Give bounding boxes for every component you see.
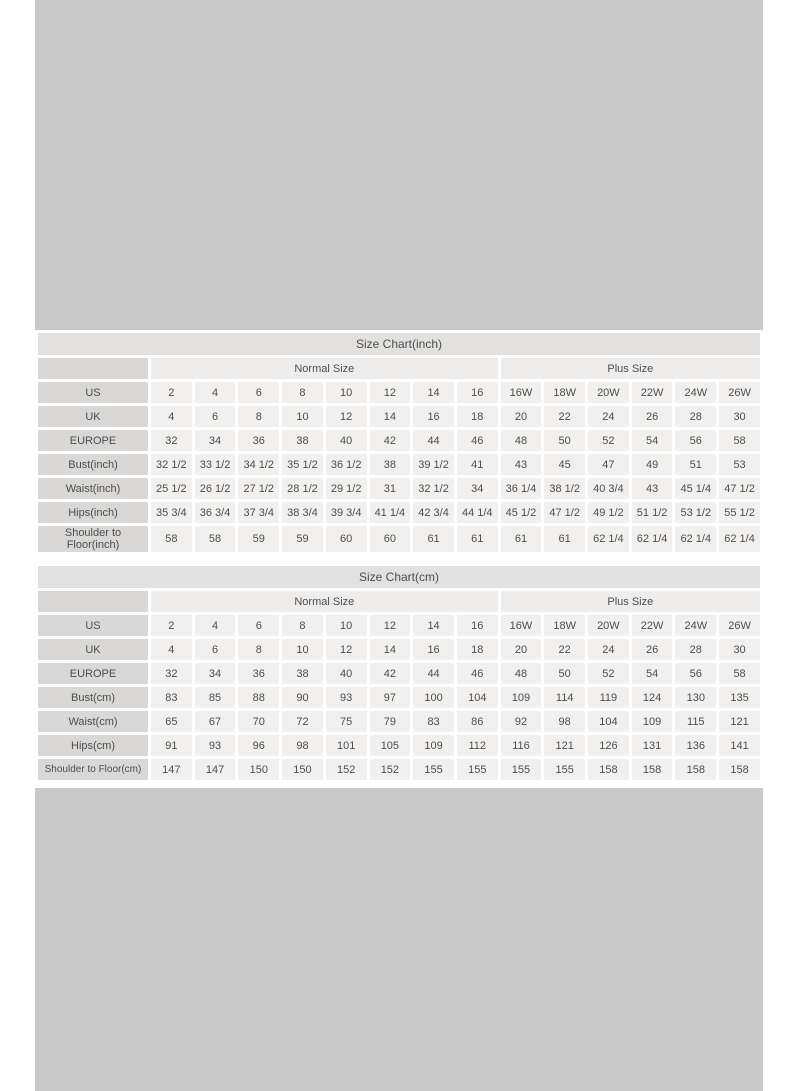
table-row [38, 430, 760, 451]
table-cell: 18 [457, 639, 498, 660]
table-cell: 47 [588, 454, 629, 475]
table-row [38, 663, 760, 684]
table-cell: 16W [501, 382, 542, 403]
table-cell: 42 [370, 430, 411, 451]
table-cell: 16 [413, 639, 454, 660]
table-cell: 60 [326, 526, 367, 552]
table-cell: 34 1/2 [238, 454, 279, 475]
table-cell: 44 [413, 430, 454, 451]
table-cell: 147 [151, 759, 192, 780]
table-cell: 115 [675, 711, 716, 732]
table-cell: 4 [151, 639, 192, 660]
table-row [38, 502, 760, 523]
column-group-row [38, 358, 760, 379]
table-cell: 158 [588, 759, 629, 780]
table-cell: 45 1/4 [675, 478, 716, 499]
table-cell: 36 [238, 663, 279, 684]
table-cell: 61 [413, 526, 454, 552]
table-cell: 24W [675, 615, 716, 636]
table-cell: 8 [282, 615, 323, 636]
column-group-header: Normal Size [151, 358, 498, 379]
column-group-row [38, 591, 760, 612]
table-cell: 20 [501, 639, 542, 660]
table-cell: 54 [632, 430, 673, 451]
table-cell: 49 [632, 454, 673, 475]
table-cell: 34 [195, 663, 236, 684]
table-cell: 61 [457, 526, 498, 552]
table-cell: 92 [501, 711, 542, 732]
row-label: US [38, 382, 148, 403]
table-cell: 104 [588, 711, 629, 732]
table-cell: 109 [413, 735, 454, 756]
table-cell: 152 [326, 759, 367, 780]
table-cell: 45 [544, 454, 585, 475]
table-cell: 155 [544, 759, 585, 780]
table-cell: 58 [719, 430, 760, 451]
table-cell: 44 1/4 [457, 502, 498, 523]
table-cell: 4 [195, 615, 236, 636]
table-cell: 29 1/2 [326, 478, 367, 499]
table-cell: 116 [501, 735, 542, 756]
table-cell: 72 [282, 711, 323, 732]
table-cell: 32 [151, 430, 192, 451]
table-cell: 24 [588, 406, 629, 427]
table-cell: 37 3/4 [238, 502, 279, 523]
table-cell: 22W [632, 382, 673, 403]
table-cell: 12 [370, 382, 411, 403]
row-label: UK [38, 639, 148, 660]
table-cell: 79 [370, 711, 411, 732]
table-cell: 26W [719, 382, 760, 403]
table-cell: 83 [413, 711, 454, 732]
table-cell: 96 [238, 735, 279, 756]
table-cell: 26 [632, 639, 673, 660]
table-cell: 52 [588, 430, 629, 451]
table-cell: 158 [719, 759, 760, 780]
table-cell: 14 [413, 382, 454, 403]
table-cell: 10 [282, 406, 323, 427]
table-cell: 155 [413, 759, 454, 780]
table-cell: 39 3/4 [326, 502, 367, 523]
table-cell: 18W [544, 615, 585, 636]
table-cell: 61 [501, 526, 542, 552]
table-cell: 6 [238, 382, 279, 403]
table-cell: 109 [632, 711, 673, 732]
table-cell: 90 [282, 687, 323, 708]
table-cell: 52 [588, 663, 629, 684]
row-label: US [38, 615, 148, 636]
table-cell: 43 [632, 478, 673, 499]
table-cell: 98 [282, 735, 323, 756]
table-cell: 58 [195, 526, 236, 552]
row-label: Bust(inch) [38, 454, 148, 475]
table-cell: 155 [457, 759, 498, 780]
table-cell: 18 [457, 406, 498, 427]
table-row [38, 454, 760, 475]
table-cell: 32 1/2 [413, 478, 454, 499]
image-placeholder-bottom [35, 788, 763, 1091]
table-cell: 48 [501, 430, 542, 451]
table-cell: 121 [544, 735, 585, 756]
row-label: UK [38, 406, 148, 427]
table-cell: 50 [544, 430, 585, 451]
table-cell: 55 1/2 [719, 502, 760, 523]
row-label: Shoulder to Floor(inch) [38, 526, 148, 552]
table-cell: 26 1/2 [195, 478, 236, 499]
table-cell: 131 [632, 735, 673, 756]
table-cell: 130 [675, 687, 716, 708]
table-cell: 59 [238, 526, 279, 552]
table-cell: 91 [151, 735, 192, 756]
table-cell: 14 [370, 406, 411, 427]
table-cell: 46 [457, 430, 498, 451]
table-cell: 49 1/2 [588, 502, 629, 523]
table-cell: 43 [501, 454, 542, 475]
table-cell: 18W [544, 382, 585, 403]
table-cell: 62 1/4 [719, 526, 760, 552]
table-cell: 56 [675, 430, 716, 451]
table-cell: 6 [238, 615, 279, 636]
table-cell: 4 [195, 382, 236, 403]
table-cell: 38 [282, 663, 323, 684]
table-cell: 28 [675, 639, 716, 660]
table-cell: 12 [326, 639, 367, 660]
table-cell: 150 [238, 759, 279, 780]
table-cell: 67 [195, 711, 236, 732]
size-chart-cm-table [35, 563, 763, 783]
table-cell: 6 [195, 406, 236, 427]
table-cell: 53 1/2 [675, 502, 716, 523]
table-cell: 32 [151, 663, 192, 684]
table-cell: 51 [675, 454, 716, 475]
table-cell: 105 [370, 735, 411, 756]
table-cell: 12 [370, 615, 411, 636]
table-cell: 35 3/4 [151, 502, 192, 523]
table-row [38, 639, 760, 660]
table-cell: 121 [719, 711, 760, 732]
table-cell: 8 [282, 382, 323, 403]
table-cell: 61 [544, 526, 585, 552]
table-cell: 33 1/2 [195, 454, 236, 475]
column-group-header: Plus Size [501, 591, 760, 612]
table-cell: 58 [151, 526, 192, 552]
row-label: EUROPE [38, 430, 148, 451]
table-cell: 38 3/4 [282, 502, 323, 523]
table-cell: 41 1/4 [370, 502, 411, 523]
table-cell: 109 [501, 687, 542, 708]
table-cell: 38 1/2 [544, 478, 585, 499]
table-cell: 135 [719, 687, 760, 708]
table-cell: 45 1/2 [501, 502, 542, 523]
table-cell: 83 [151, 687, 192, 708]
table-cell: 36 1/4 [501, 478, 542, 499]
column-group-header: Normal Size [151, 591, 498, 612]
table-cell: 150 [282, 759, 323, 780]
table-row [38, 478, 760, 499]
table-cell: 104 [457, 687, 498, 708]
table-cell: 40 3/4 [588, 478, 629, 499]
table-cell: 16 [457, 382, 498, 403]
table-cell: 26W [719, 615, 760, 636]
table-cell: 24W [675, 382, 716, 403]
column-group-header: Plus Size [501, 358, 760, 379]
table-cell: 27 1/2 [238, 478, 279, 499]
table-row [38, 711, 760, 732]
table-cell: 25 1/2 [151, 478, 192, 499]
table-cell: 35 1/2 [282, 454, 323, 475]
table-cell: 48 [501, 663, 542, 684]
table-cell: 6 [195, 639, 236, 660]
table-row [38, 526, 760, 552]
table-cell: 46 [457, 663, 498, 684]
table-cell: 28 1/2 [282, 478, 323, 499]
table-cell: 93 [326, 687, 367, 708]
table-cell: 62 1/4 [588, 526, 629, 552]
table-cell: 53 [719, 454, 760, 475]
row-label: Hips(cm) [38, 735, 148, 756]
table-cell: 51 1/2 [632, 502, 673, 523]
table-row [38, 687, 760, 708]
row-label: Waist(cm) [38, 711, 148, 732]
table-cell: 20W [588, 382, 629, 403]
row-label: EUROPE [38, 663, 148, 684]
table-cell: 119 [588, 687, 629, 708]
table-cell: 22W [632, 615, 673, 636]
table-cell: 10 [282, 639, 323, 660]
table-cell: 86 [457, 711, 498, 732]
table-cell: 100 [413, 687, 454, 708]
size-chart-inch-table [35, 330, 763, 555]
table-cell: 20W [588, 615, 629, 636]
table-cell: 10 [326, 382, 367, 403]
table-cell: 34 [195, 430, 236, 451]
row-label: Hips(inch) [38, 502, 148, 523]
table-cell: 93 [195, 735, 236, 756]
table-cell: 41 [457, 454, 498, 475]
table-cell: 24 [588, 639, 629, 660]
table-cell: 141 [719, 735, 760, 756]
table-cell: 2 [151, 615, 192, 636]
table-cell: 12 [326, 406, 367, 427]
table-cell: 32 1/2 [151, 454, 192, 475]
table-row [38, 759, 760, 780]
table-cell: 39 1/2 [413, 454, 454, 475]
table-cell: 40 [326, 430, 367, 451]
table-cell: 114 [544, 687, 585, 708]
corner-cell [38, 358, 148, 379]
table-cell: 14 [413, 615, 454, 636]
table-row [38, 382, 760, 403]
table-cell: 16 [413, 406, 454, 427]
image-placeholder-top [35, 0, 763, 330]
table-title: Size Chart(cm) [38, 566, 760, 588]
table-cell: 124 [632, 687, 673, 708]
table-cell: 75 [326, 711, 367, 732]
row-label: Bust(cm) [38, 687, 148, 708]
table-cell: 147 [195, 759, 236, 780]
table-cell: 40 [326, 663, 367, 684]
table-cell: 38 [282, 430, 323, 451]
table-cell: 158 [675, 759, 716, 780]
table-cell: 70 [238, 711, 279, 732]
row-label: Shoulder to Floor(cm) [38, 759, 148, 780]
table-cell: 155 [501, 759, 542, 780]
table-cell: 98 [544, 711, 585, 732]
table-cell: 56 [675, 663, 716, 684]
table-cell: 4 [151, 406, 192, 427]
table-cell: 62 1/4 [675, 526, 716, 552]
table-cell: 36 1/2 [326, 454, 367, 475]
table-cell: 8 [238, 406, 279, 427]
table-cell: 101 [326, 735, 367, 756]
table-cell: 158 [632, 759, 673, 780]
table-cell: 88 [238, 687, 279, 708]
table-cell: 44 [413, 663, 454, 684]
table-cell: 26 [632, 406, 673, 427]
table-cell: 16W [501, 615, 542, 636]
table-cell: 34 [457, 478, 498, 499]
table-cell: 47 1/2 [719, 478, 760, 499]
size-chart-section [35, 330, 763, 788]
table-cell: 22 [544, 406, 585, 427]
table-title: Size Chart(inch) [38, 333, 760, 355]
table-cell: 50 [544, 663, 585, 684]
table-cell: 58 [719, 663, 760, 684]
table-cell: 97 [370, 687, 411, 708]
table-cell: 62 1/4 [632, 526, 673, 552]
table-cell: 10 [326, 615, 367, 636]
table-cell: 30 [719, 406, 760, 427]
table-cell: 59 [282, 526, 323, 552]
table-cell: 47 1/2 [544, 502, 585, 523]
table-cell: 14 [370, 639, 411, 660]
table-cell: 36 3/4 [195, 502, 236, 523]
table-row [38, 406, 760, 427]
table-row [38, 615, 760, 636]
table-cell: 152 [370, 759, 411, 780]
table-cell: 60 [370, 526, 411, 552]
table-cell: 31 [370, 478, 411, 499]
table-cell: 8 [238, 639, 279, 660]
table-cell: 42 [370, 663, 411, 684]
table-cell: 20 [501, 406, 542, 427]
table-cell: 22 [544, 639, 585, 660]
table-cell: 85 [195, 687, 236, 708]
table-cell: 65 [151, 711, 192, 732]
table-cell: 30 [719, 639, 760, 660]
table-cell: 42 3/4 [413, 502, 454, 523]
table-cell: 2 [151, 382, 192, 403]
table-cell: 36 [238, 430, 279, 451]
table-cell: 28 [675, 406, 716, 427]
table-cell: 112 [457, 735, 498, 756]
table-cell: 126 [588, 735, 629, 756]
corner-cell [38, 591, 148, 612]
table-cell: 136 [675, 735, 716, 756]
table-cell: 16 [457, 615, 498, 636]
row-label: Waist(inch) [38, 478, 148, 499]
table-cell: 38 [370, 454, 411, 475]
table-cell: 54 [632, 663, 673, 684]
table-row [38, 735, 760, 756]
